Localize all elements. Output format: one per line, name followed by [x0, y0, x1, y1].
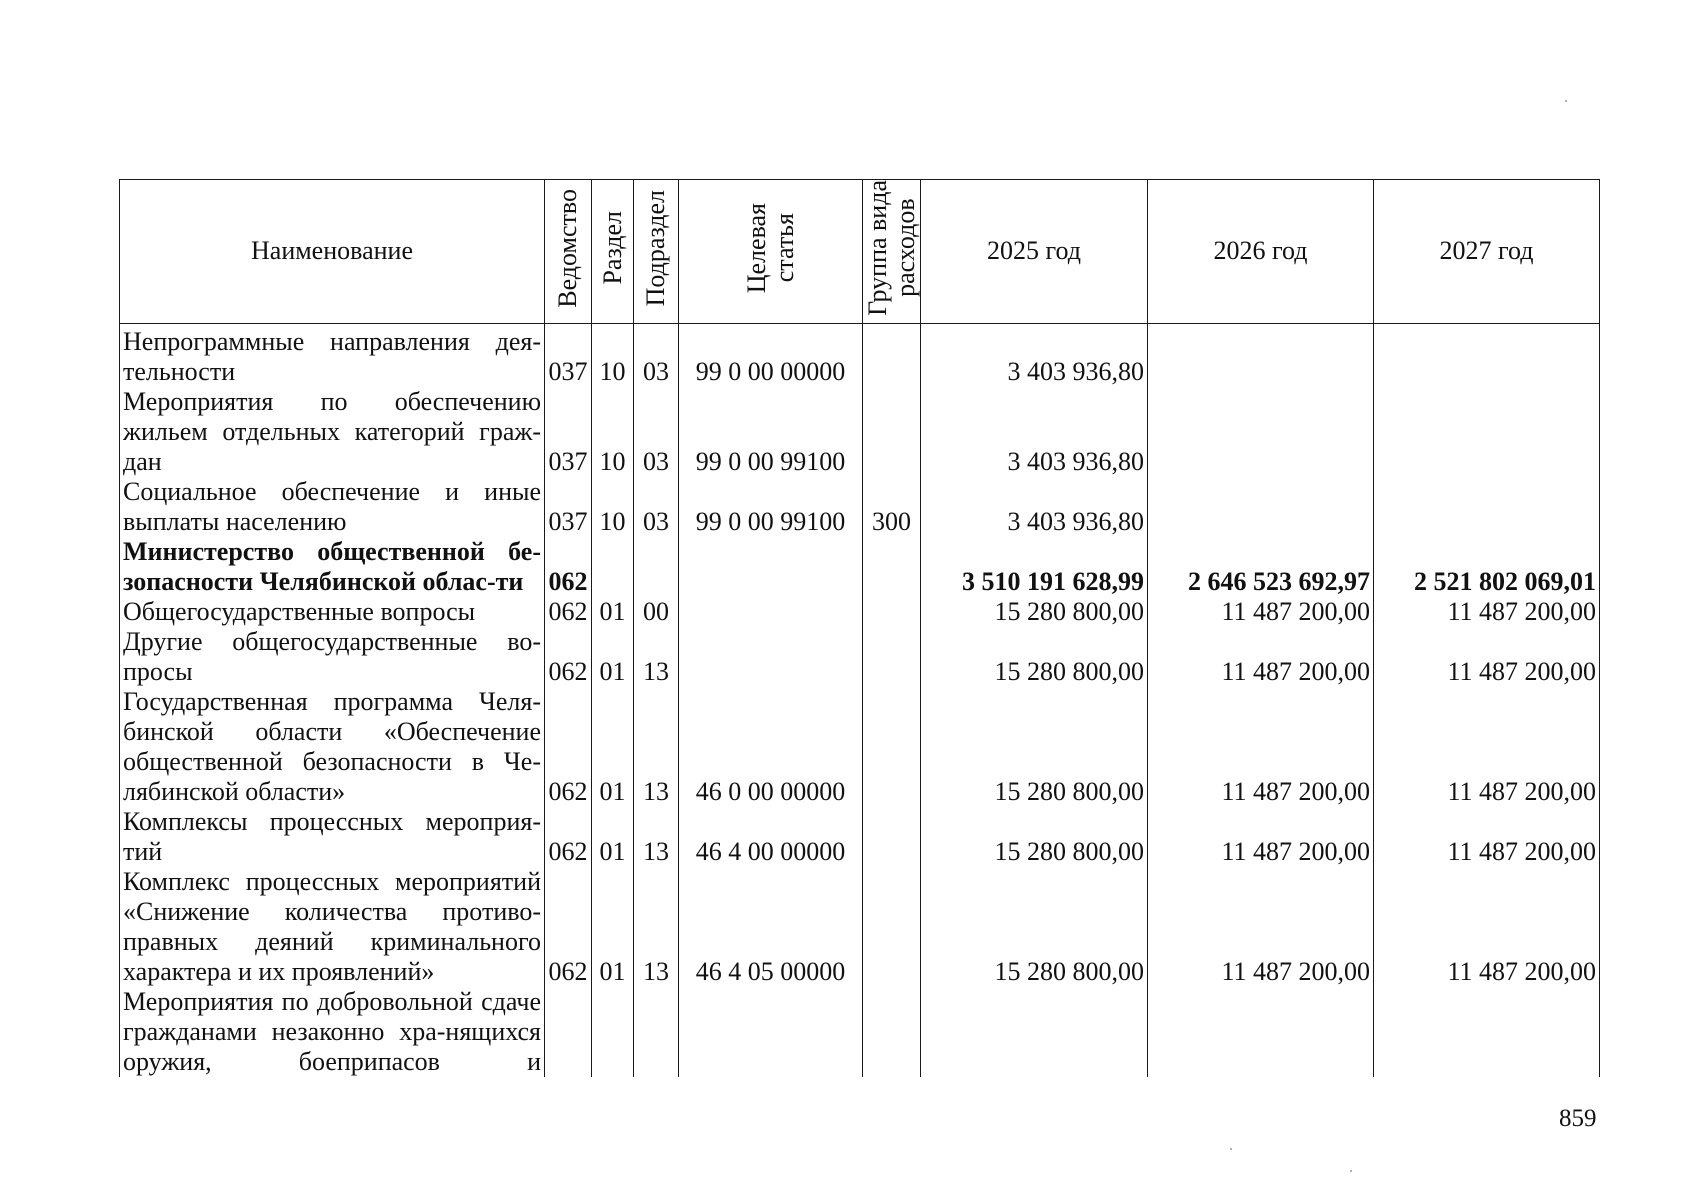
- row-amount-2027: 2 521 802 069,01: [1374, 537, 1600, 597]
- row-amount-2027: 11 487 200,00: [1374, 597, 1600, 627]
- table-row-continued: [120, 987, 1600, 1077]
- row-name: Непрограммные направления дея-тельности: [120, 323, 545, 387]
- row-podrazdel: 00: [634, 597, 679, 627]
- row-podrazdel: [634, 537, 679, 597]
- row-amount-2026: 11 487 200,00: [1148, 597, 1374, 627]
- header-vedomstvo: Ведомство: [545, 180, 592, 324]
- row-amount-2025: 3 510 191 628,99: [921, 537, 1148, 597]
- row-amount-2027: 11 487 200,00: [1374, 687, 1600, 807]
- row-razdel: [592, 537, 634, 597]
- row-vedomstvo: 037: [545, 477, 592, 537]
- row-razdel: 01: [592, 807, 634, 867]
- row-amount-2026: 2 646 523 692,97: [1148, 537, 1374, 597]
- row-amount-2027: [1374, 387, 1600, 477]
- header-year-2025: 2025 год: [921, 180, 1148, 324]
- row-amount-2027: [1374, 987, 1600, 1077]
- row-amount-2027: 11 487 200,00: [1374, 807, 1600, 867]
- row-expense-group: [863, 687, 921, 807]
- row-vedomstvo: 062: [545, 627, 592, 687]
- table-row: [120, 323, 1600, 387]
- row-expense-group: 300: [863, 477, 921, 537]
- table-row: [120, 867, 1600, 987]
- row-amount-2026: 11 487 200,00: [1148, 867, 1374, 987]
- row-podrazdel: 03: [634, 323, 679, 387]
- row-podrazdel: 13: [634, 687, 679, 807]
- row-target-article: [679, 597, 863, 627]
- scan-speck: [1230, 1148, 1232, 1150]
- row-amount-2027: 11 487 200,00: [1374, 627, 1600, 687]
- row-amount-2027: 11 487 200,00: [1374, 867, 1600, 987]
- row-amount-2027: [1374, 323, 1600, 387]
- header-name: Наименование: [120, 180, 545, 324]
- row-amount-2025: [921, 987, 1148, 1077]
- row-amount-2026: [1148, 987, 1374, 1077]
- row-amount-2025: 15 280 800,00: [921, 687, 1148, 807]
- row-amount-2026: 11 487 200,00: [1148, 687, 1374, 807]
- row-amount-2025: 3 403 936,80: [921, 387, 1148, 477]
- row-amount-2025: 15 280 800,00: [921, 867, 1148, 987]
- row-expense-group: [863, 597, 921, 627]
- row-amount-2025: 15 280 800,00: [921, 627, 1148, 687]
- table-row: [120, 597, 1600, 627]
- row-amount-2027: [1374, 477, 1600, 537]
- row-name: Общегосударственные вопросы: [120, 597, 545, 627]
- row-name: Министерство общественной бе-зопасности Челябинской облас-ти: [120, 537, 545, 597]
- row-amount-2026: [1148, 387, 1374, 477]
- row-razdel: 01: [592, 627, 634, 687]
- row-vedomstvo: 062: [545, 687, 592, 807]
- row-expense-group: [863, 323, 921, 387]
- row-expense-group: [863, 387, 921, 477]
- page-number: 859: [1559, 1105, 1597, 1132]
- header-row: [120, 180, 1600, 324]
- row-target-article: [679, 987, 863, 1077]
- row-expense-group: [863, 537, 921, 597]
- row-target-article: 99 0 00 99100: [679, 387, 863, 477]
- header-year-2026: 2026 год: [1148, 180, 1374, 324]
- row-razdel: 01: [592, 867, 634, 987]
- header-razdel: Раздел: [592, 180, 634, 324]
- table-row: [120, 387, 1600, 477]
- row-vedomstvo: 062: [545, 537, 592, 597]
- table-row-ministry-total: [120, 537, 1600, 597]
- row-amount-2026: 11 487 200,00: [1148, 627, 1374, 687]
- row-name: Мероприятия по обеспечению жильем отдельных категорий граж-дан: [120, 387, 545, 477]
- table-row: [120, 807, 1600, 867]
- row-name: Мероприятия по добровольной сдаче гражданами незаконно хра-нящихся оружия, боеприпасов и: [120, 987, 545, 1077]
- row-vedomstvo: 037: [545, 387, 592, 477]
- row-podrazdel: 13: [634, 627, 679, 687]
- table-header: [120, 180, 1600, 324]
- row-amount-2026: 11 487 200,00: [1148, 807, 1374, 867]
- row-name: Другие общегосударственные во-просы: [120, 627, 545, 687]
- row-razdel: 10: [592, 323, 634, 387]
- row-razdel: [592, 987, 634, 1077]
- row-razdel: 01: [592, 597, 634, 627]
- header-expense-group: Группа вида расходов: [863, 180, 921, 324]
- table-body: [120, 323, 1600, 1077]
- row-podrazdel: 13: [634, 867, 679, 987]
- table-row: [120, 687, 1600, 807]
- row-vedomstvo: 062: [545, 597, 592, 627]
- row-target-article: 99 0 00 99100: [679, 477, 863, 537]
- row-amount-2025: 3 403 936,80: [921, 477, 1148, 537]
- scan-speck: [1350, 1170, 1352, 1172]
- header-target-article: Целевая статья: [679, 180, 863, 324]
- row-podrazdel: 03: [634, 477, 679, 537]
- row-name: Комплекс процессных мероприятий «Снижение количества противо-правных деяний криминального характера и их проявлений»: [120, 867, 545, 987]
- table-row: [120, 477, 1600, 537]
- budget-table: [119, 179, 1600, 1077]
- row-expense-group: [863, 627, 921, 687]
- row-expense-group: [863, 987, 921, 1077]
- table-row: [120, 627, 1600, 687]
- header-podrazdel: Подраздел: [634, 180, 679, 324]
- row-vedomstvo: 037: [545, 323, 592, 387]
- row-vedomstvo: [545, 987, 592, 1077]
- row-target-article: [679, 627, 863, 687]
- row-name: Государственная программа Челя-бинской области «Обеспечение общественной безопасности в Че-лябинской области»: [120, 687, 545, 807]
- row-amount-2026: [1148, 477, 1374, 537]
- row-vedomstvo: 062: [545, 807, 592, 867]
- row-amount-2025: 15 280 800,00: [921, 807, 1148, 867]
- row-razdel: 01: [592, 687, 634, 807]
- scan-speck: [1565, 100, 1567, 102]
- row-podrazdel: 03: [634, 387, 679, 477]
- row-amount-2025: 3 403 936,80: [921, 323, 1148, 387]
- row-target-article: 46 4 05 00000: [679, 867, 863, 987]
- row-expense-group: [863, 807, 921, 867]
- row-amount-2026: [1148, 323, 1374, 387]
- row-target-article: 46 4 00 00000: [679, 807, 863, 867]
- row-razdel: 10: [592, 387, 634, 477]
- row-target-article: 99 0 00 00000: [679, 323, 863, 387]
- row-target-article: 46 0 00 00000: [679, 687, 863, 807]
- row-expense-group: [863, 867, 921, 987]
- row-vedomstvo: 062: [545, 867, 592, 987]
- row-name: Социальное обеспечение и иные выплаты населению: [120, 477, 545, 537]
- row-podrazdel: 13: [634, 807, 679, 867]
- header-year-2027: 2027 год: [1374, 180, 1600, 324]
- row-razdel: 10: [592, 477, 634, 537]
- row-podrazdel: [634, 987, 679, 1077]
- row-target-article: [679, 537, 863, 597]
- row-name: Комплексы процессных мероприя-тий: [120, 807, 545, 867]
- row-amount-2025: 15 280 800,00: [921, 597, 1148, 627]
